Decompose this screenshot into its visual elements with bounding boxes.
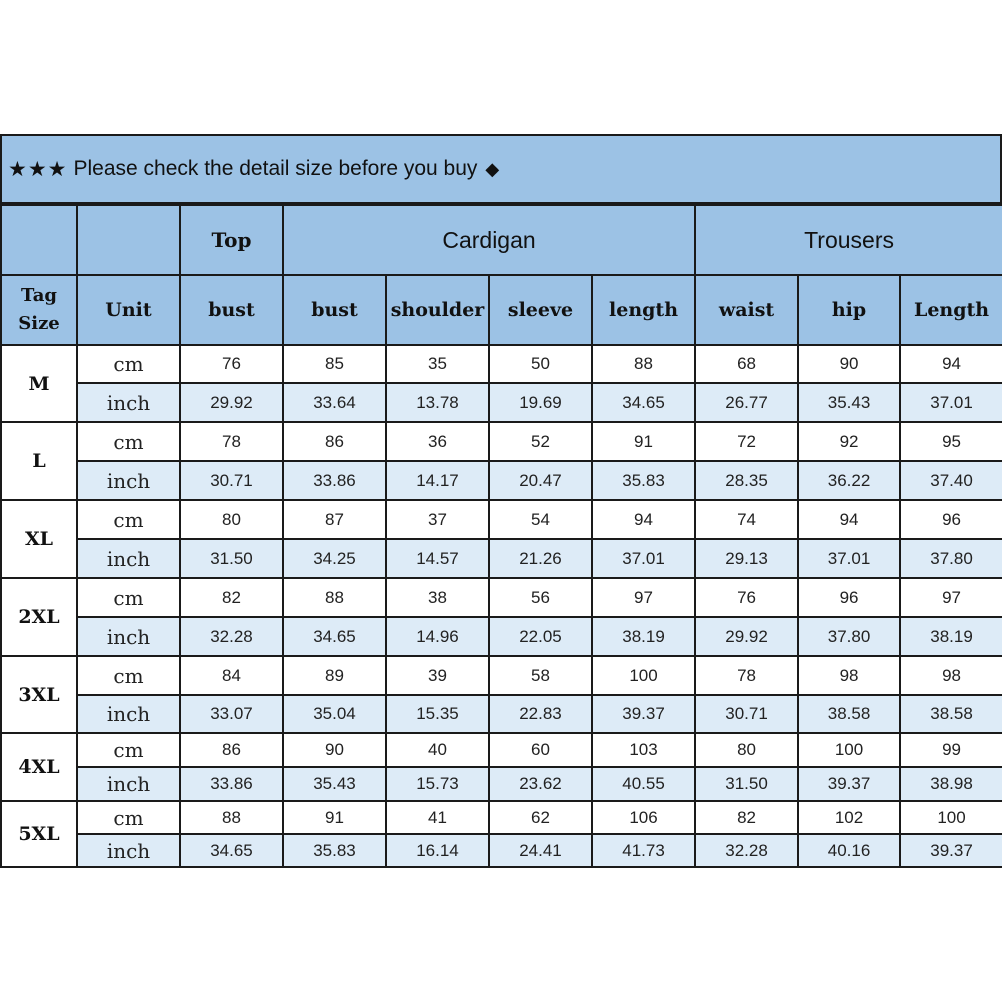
measurement-cell: 68 xyxy=(695,345,798,383)
unit-cell: cm xyxy=(77,500,180,539)
measurement-cell: 31.50 xyxy=(180,539,283,578)
measurement-cell: 95 xyxy=(900,422,1002,461)
col-tag-size: Tag Size xyxy=(1,275,77,345)
measurement-cell: 60 xyxy=(489,733,592,767)
tag-size-cell: 3XL xyxy=(1,656,77,733)
unit-cell: inch xyxy=(77,695,180,733)
measurement-cell: 85 xyxy=(283,345,386,383)
measurement-cell: 98 xyxy=(798,656,900,695)
table-row xyxy=(1,695,1002,733)
measurement-cell: 14.17 xyxy=(386,461,489,500)
empty-header-cell xyxy=(77,205,180,275)
measurement-cell: 29.92 xyxy=(695,617,798,656)
col-waist: waist xyxy=(695,275,798,345)
tag-size-cell: XL xyxy=(1,500,77,578)
measurement-cell: 22.05 xyxy=(489,617,592,656)
measurement-cell: 37.01 xyxy=(798,539,900,578)
measurement-cell: 102 xyxy=(798,801,900,834)
table-row xyxy=(1,578,1002,617)
col-hip: hip xyxy=(798,275,900,345)
measurement-cell: 13.78 xyxy=(386,383,489,422)
col-cardigan-bust: bust xyxy=(283,275,386,345)
measurement-cell: 37 xyxy=(386,500,489,539)
measurement-cell: 100 xyxy=(798,733,900,767)
measurement-cell: 82 xyxy=(180,578,283,617)
measurement-cell: 80 xyxy=(695,733,798,767)
tag-size-cell: 5XL xyxy=(1,801,77,867)
col-shoulder: shoulder xyxy=(386,275,489,345)
measurement-cell: 97 xyxy=(592,578,695,617)
measurement-cell: 90 xyxy=(798,345,900,383)
group-cardigan: Cardigan xyxy=(283,205,695,275)
measurement-cell: 35.83 xyxy=(283,834,386,867)
measurement-cell: 14.96 xyxy=(386,617,489,656)
measurement-cell: 26.77 xyxy=(695,383,798,422)
measurement-cell: 21.26 xyxy=(489,539,592,578)
unit-cell: cm xyxy=(77,656,180,695)
measurement-cell: 34.65 xyxy=(283,617,386,656)
measurement-cell: 76 xyxy=(695,578,798,617)
measurement-cell: 29.13 xyxy=(695,539,798,578)
measurement-cell: 40 xyxy=(386,733,489,767)
measurement-cell: 96 xyxy=(900,500,1002,539)
table-row xyxy=(1,733,1002,767)
measurement-cell: 14.57 xyxy=(386,539,489,578)
measurement-cell: 32.28 xyxy=(180,617,283,656)
measurement-cell: 39.37 xyxy=(798,767,900,801)
diamond-icon: ◆ xyxy=(485,158,500,179)
measurement-cell: 62 xyxy=(489,801,592,834)
col-sleeve: sleeve xyxy=(489,275,592,345)
measurement-cell: 33.86 xyxy=(180,767,283,801)
column-header-row xyxy=(1,275,1002,345)
measurement-cell: 38.19 xyxy=(900,617,1002,656)
table-row xyxy=(1,834,1002,867)
size-notice-text: Please check the detail size before you buy xyxy=(73,157,478,180)
measurement-cell: 38 xyxy=(386,578,489,617)
measurement-cell: 76 xyxy=(180,345,283,383)
measurement-cell: 52 xyxy=(489,422,592,461)
measurement-cell: 23.62 xyxy=(489,767,592,801)
measurement-cell: 15.35 xyxy=(386,695,489,733)
measurement-cell: 37.01 xyxy=(592,539,695,578)
unit-cell: cm xyxy=(77,345,180,383)
table-row xyxy=(1,767,1002,801)
measurement-cell: 35.43 xyxy=(283,767,386,801)
measurement-cell: 82 xyxy=(695,801,798,834)
measurement-cell: 94 xyxy=(798,500,900,539)
measurement-cell: 89 xyxy=(283,656,386,695)
measurement-cell: 54 xyxy=(489,500,592,539)
group-header-row xyxy=(1,205,1002,275)
size-table xyxy=(0,204,1002,868)
measurement-cell: 91 xyxy=(592,422,695,461)
unit-cell: inch xyxy=(77,383,180,422)
measurement-cell: 41 xyxy=(386,801,489,834)
measurement-cell: 106 xyxy=(592,801,695,834)
measurement-cell: 74 xyxy=(695,500,798,539)
measurement-cell: 50 xyxy=(489,345,592,383)
table-row xyxy=(1,617,1002,656)
table-row xyxy=(1,500,1002,539)
measurement-cell: 33.86 xyxy=(283,461,386,500)
measurement-cell: 80 xyxy=(180,500,283,539)
measurement-cell: 30.71 xyxy=(180,461,283,500)
measurement-cell: 37.80 xyxy=(798,617,900,656)
measurement-cell: 91 xyxy=(283,801,386,834)
measurement-cell: 39.37 xyxy=(900,834,1002,867)
measurement-cell: 29.92 xyxy=(180,383,283,422)
measurement-cell: 38.58 xyxy=(900,695,1002,733)
unit-cell: cm xyxy=(77,422,180,461)
measurement-cell: 16.14 xyxy=(386,834,489,867)
measurement-cell: 30.71 xyxy=(695,695,798,733)
table-row xyxy=(1,461,1002,500)
group-trousers: Trousers xyxy=(695,205,1002,275)
measurement-cell: 87 xyxy=(283,500,386,539)
measurement-cell: 19.69 xyxy=(489,383,592,422)
unit-cell: inch xyxy=(77,617,180,656)
measurement-cell: 38.58 xyxy=(798,695,900,733)
measurement-cell: 38.19 xyxy=(592,617,695,656)
measurement-cell: 100 xyxy=(592,656,695,695)
tag-size-cell: L xyxy=(1,422,77,500)
measurement-cell: 31.50 xyxy=(695,767,798,801)
table-row xyxy=(1,656,1002,695)
unit-cell: cm xyxy=(77,578,180,617)
measurement-cell: 84 xyxy=(180,656,283,695)
col-cardigan-length: length xyxy=(592,275,695,345)
measurement-cell: 34.65 xyxy=(592,383,695,422)
measurement-cell: 98 xyxy=(900,656,1002,695)
size-chart xyxy=(0,134,1002,868)
unit-cell: inch xyxy=(77,461,180,500)
tag-size-cell: M xyxy=(1,345,77,422)
measurement-cell: 37.40 xyxy=(900,461,1002,500)
unit-cell: inch xyxy=(77,767,180,801)
col-trousers-length: Length xyxy=(900,275,1002,345)
measurement-cell: 39 xyxy=(386,656,489,695)
measurement-cell: 58 xyxy=(489,656,592,695)
measurement-cell: 100 xyxy=(900,801,1002,834)
tag-size-cell: 4XL xyxy=(1,733,77,801)
table-row xyxy=(1,345,1002,383)
measurement-cell: 22.83 xyxy=(489,695,592,733)
measurement-cell: 94 xyxy=(900,345,1002,383)
group-top: Top xyxy=(180,205,283,275)
unit-cell: inch xyxy=(77,834,180,867)
measurement-cell: 86 xyxy=(180,733,283,767)
measurement-cell: 38.98 xyxy=(900,767,1002,801)
empty-header-cell xyxy=(1,205,77,275)
measurement-cell: 24.41 xyxy=(489,834,592,867)
unit-cell: cm xyxy=(77,733,180,767)
measurement-cell: 90 xyxy=(283,733,386,767)
measurement-cell: 96 xyxy=(798,578,900,617)
measurement-cell: 40.55 xyxy=(592,767,695,801)
col-unit: Unit xyxy=(77,275,180,345)
measurement-cell: 86 xyxy=(283,422,386,461)
measurement-cell: 94 xyxy=(592,500,695,539)
measurement-cell: 35 xyxy=(386,345,489,383)
measurement-cell: 39.37 xyxy=(592,695,695,733)
measurement-cell: 78 xyxy=(695,656,798,695)
measurement-cell: 103 xyxy=(592,733,695,767)
unit-cell: inch xyxy=(77,539,180,578)
measurement-cell: 33.07 xyxy=(180,695,283,733)
measurement-cell: 33.64 xyxy=(283,383,386,422)
measurement-cell: 35.83 xyxy=(592,461,695,500)
measurement-cell: 34.65 xyxy=(180,834,283,867)
measurement-cell: 88 xyxy=(283,578,386,617)
tag-size-cell: 2XL xyxy=(1,578,77,656)
measurement-cell: 15.73 xyxy=(386,767,489,801)
measurement-cell: 88 xyxy=(592,345,695,383)
measurement-cell: 92 xyxy=(798,422,900,461)
size-notice-banner xyxy=(0,136,1002,204)
measurement-cell: 78 xyxy=(180,422,283,461)
unit-cell: cm xyxy=(77,801,180,834)
measurement-cell: 37.01 xyxy=(900,383,1002,422)
table-row xyxy=(1,383,1002,422)
measurement-cell: 72 xyxy=(695,422,798,461)
table-row xyxy=(1,539,1002,578)
measurement-cell: 35.04 xyxy=(283,695,386,733)
measurement-cell: 37.80 xyxy=(900,539,1002,578)
measurement-cell: 56 xyxy=(489,578,592,617)
measurement-cell: 28.35 xyxy=(695,461,798,500)
measurement-cell: 20.47 xyxy=(489,461,592,500)
table-row xyxy=(1,801,1002,834)
col-top-bust: bust xyxy=(180,275,283,345)
measurement-cell: 36 xyxy=(386,422,489,461)
measurement-cell: 32.28 xyxy=(695,834,798,867)
measurement-cell: 41.73 xyxy=(592,834,695,867)
measurement-cell: 35.43 xyxy=(798,383,900,422)
measurement-cell: 36.22 xyxy=(798,461,900,500)
measurement-cell: 88 xyxy=(180,801,283,834)
table-row xyxy=(1,422,1002,461)
stars-icon: ★★★ xyxy=(8,157,68,181)
measurement-cell: 40.16 xyxy=(798,834,900,867)
measurement-cell: 97 xyxy=(900,578,1002,617)
measurement-cell: 99 xyxy=(900,733,1002,767)
measurement-cell: 34.25 xyxy=(283,539,386,578)
